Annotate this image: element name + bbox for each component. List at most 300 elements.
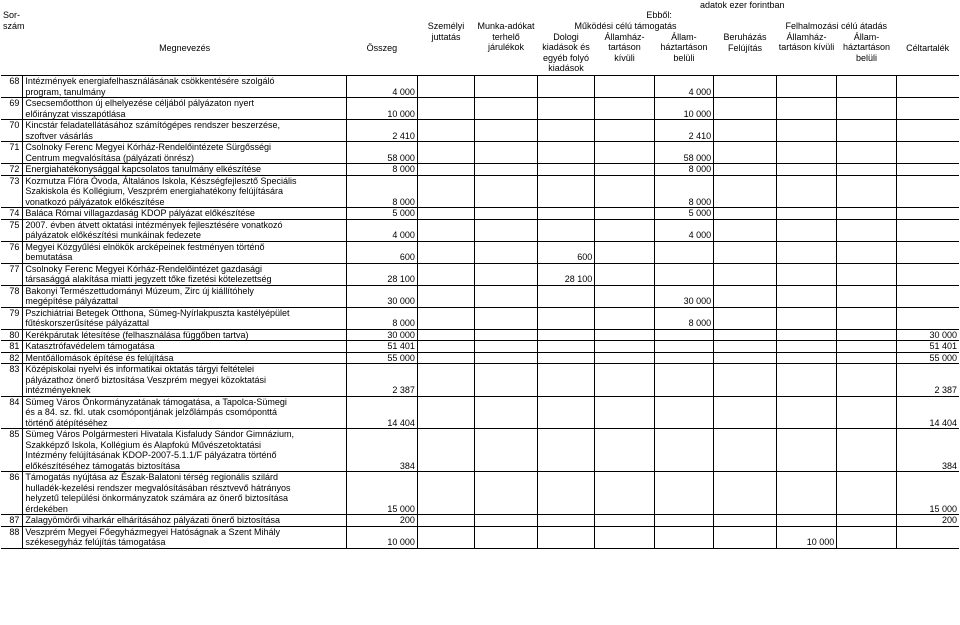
row-number: 84 xyxy=(1,396,23,429)
row-number: 75 xyxy=(1,219,23,241)
empty-cell xyxy=(417,472,474,515)
row-number: 85 xyxy=(1,429,23,472)
cell-celtartalek xyxy=(896,208,959,220)
empty-cell xyxy=(475,76,538,98)
cell-dologi xyxy=(537,329,594,341)
row-description xyxy=(23,472,346,515)
row-description xyxy=(23,307,346,329)
cell-beruhazas xyxy=(714,396,777,429)
table-row xyxy=(1,329,959,341)
row-number: 74 xyxy=(1,208,23,220)
table-row xyxy=(1,208,959,220)
empty-cell xyxy=(475,526,538,548)
row-description xyxy=(23,341,346,353)
cell-celtartalek: 30 000 xyxy=(896,329,959,341)
description-line: Csolnoky Ferenc Megyei Kórház-Rendelőintézete Sürgősségi xyxy=(25,142,272,152)
empty-cell xyxy=(417,352,474,364)
empty-cell xyxy=(595,472,654,515)
empty-cell xyxy=(475,396,538,429)
cell-beruhazas xyxy=(714,208,777,220)
cell-osszeg: 2 387 xyxy=(346,364,417,397)
cell-dologi xyxy=(537,352,594,364)
description-line: helyzetű települési önkormányzatok számára az önerő biztosítása xyxy=(25,493,289,503)
empty-cell xyxy=(595,364,654,397)
table-row xyxy=(1,175,959,208)
empty-cell xyxy=(475,120,538,142)
table-row xyxy=(1,364,959,397)
description-line: 2007. évben átvett oktatási intézmények fejlesztésére vonatkozó xyxy=(25,219,283,230)
row-number: 77 xyxy=(1,263,23,285)
description-line: Energiahatékonysággal kapcsolatos tanulmány elkészítése xyxy=(25,164,262,174)
description-line: társasággá alakítása miatti jegyzett tőke fizetési kötelezettség xyxy=(25,274,272,284)
empty-cell xyxy=(475,364,538,397)
description-line: Veszprém Megyei Főegyházmegyei Hatóságnak a Szent Mihály xyxy=(25,526,281,537)
empty-cell xyxy=(417,364,474,397)
empty-cell xyxy=(417,76,474,98)
header-m-allamhaz-kivuli: Államház-tartáson kívüli xyxy=(604,31,645,63)
row-number: 71 xyxy=(1,142,23,164)
cell-m-beluli xyxy=(654,364,713,397)
description-line: Intézmény felújításának KDOP-2007-5.1.1/F pályázatra történő xyxy=(25,450,277,460)
cell-beruhazas xyxy=(714,142,777,164)
empty-cell xyxy=(475,352,538,364)
cell-dologi xyxy=(537,208,594,220)
cell-f-kivuli xyxy=(776,364,837,397)
cell-m-beluli: 2 410 xyxy=(654,120,713,142)
cell-osszeg: 8 000 xyxy=(346,164,417,176)
cell-beruhazas xyxy=(714,164,777,176)
cell-osszeg: 4 000 xyxy=(346,76,417,98)
cell-celtartalek xyxy=(896,120,959,142)
cell-f-kivuli xyxy=(776,219,837,241)
empty-cell xyxy=(475,142,538,164)
cell-dologi xyxy=(537,120,594,142)
empty-cell xyxy=(417,241,474,263)
header-f-allamhaz-kivuli: Államház-tartáson kívüli xyxy=(778,31,835,52)
table-row xyxy=(1,120,959,142)
row-description xyxy=(23,329,346,341)
row-number: 70 xyxy=(1,120,23,142)
cell-f-beluli xyxy=(837,263,896,285)
cell-dologi: 600 xyxy=(537,241,594,263)
table-row xyxy=(1,98,959,120)
table-header xyxy=(1,10,959,76)
row-description xyxy=(23,219,346,241)
cell-osszeg: 30 000 xyxy=(346,329,417,341)
row-description xyxy=(23,208,346,220)
cell-f-kivuli xyxy=(776,329,837,341)
cell-celtartalek xyxy=(896,76,959,98)
empty-cell xyxy=(417,285,474,307)
cell-beruhazas xyxy=(714,76,777,98)
table-row xyxy=(1,285,959,307)
cell-f-beluli xyxy=(837,142,896,164)
empty-cell xyxy=(595,175,654,208)
row-description xyxy=(23,352,346,364)
cell-celtartalek: 200 xyxy=(896,515,959,527)
description-line: pályázatok előkészítési munkáinak fedezete xyxy=(25,230,202,240)
cell-beruhazas xyxy=(714,352,777,364)
header-sorszam-2: szám xyxy=(3,21,25,31)
cell-m-beluli: 4 000 xyxy=(654,219,713,241)
description-line: történő átépítéséhez xyxy=(25,417,108,428)
cell-celtartalek: 51 401 xyxy=(896,341,959,353)
cell-celtartalek xyxy=(896,241,959,263)
description-line: Megyei Közgyűlési elnökök arcképeinek festményen történő xyxy=(25,241,265,252)
header-dologi: Dologi kiadások és egyéb folyó kiadások xyxy=(542,31,590,73)
cell-dologi xyxy=(537,364,594,397)
empty-cell xyxy=(475,515,538,527)
empty-cell xyxy=(417,307,474,329)
cell-m-beluli: 8 000 xyxy=(654,307,713,329)
cell-m-beluli: 4 000 xyxy=(654,76,713,98)
empty-cell xyxy=(475,208,538,220)
cell-m-beluli xyxy=(654,396,713,429)
empty-cell xyxy=(475,98,538,120)
empty-cell xyxy=(417,515,474,527)
cell-f-kivuli xyxy=(776,515,837,527)
cell-dologi xyxy=(537,472,594,515)
cell-f-beluli xyxy=(837,515,896,527)
empty-cell xyxy=(595,208,654,220)
row-number: 83 xyxy=(1,364,23,397)
cell-m-beluli: 30 000 xyxy=(654,285,713,307)
cell-dologi xyxy=(537,285,594,307)
table-row xyxy=(1,515,959,527)
cell-celtartalek: 15 000 xyxy=(896,472,959,515)
cell-beruhazas xyxy=(714,263,777,285)
cell-m-beluli xyxy=(654,341,713,353)
cell-dologi xyxy=(537,396,594,429)
cell-osszeg: 5 000 xyxy=(346,208,417,220)
cell-f-beluli xyxy=(837,526,896,548)
cell-f-kivuli xyxy=(776,396,837,429)
table-row xyxy=(1,241,959,263)
cell-dologi xyxy=(537,98,594,120)
empty-cell xyxy=(475,263,538,285)
header-ebbol: Ebből: xyxy=(646,10,672,20)
cell-osszeg: 10 000 xyxy=(346,526,417,548)
cell-f-kivuli xyxy=(776,98,837,120)
row-description xyxy=(23,76,346,98)
table-row xyxy=(1,472,959,515)
row-number: 68 xyxy=(1,76,23,98)
empty-cell xyxy=(417,164,474,176)
empty-cell xyxy=(595,142,654,164)
description-line: fűtéskorszerűsítése pályázattal xyxy=(25,318,149,328)
description-line: Középiskolai nyelvi és informatikai oktatás tárgyi feltételei xyxy=(25,364,255,374)
empty-cell xyxy=(417,429,474,472)
empty-cell xyxy=(595,120,654,142)
row-number: 69 xyxy=(1,98,23,120)
description-line: Sümeg Város Önkormányzatának támogatása, a Tapolca-Sümegi xyxy=(25,396,287,407)
cell-f-kivuli xyxy=(776,120,837,142)
table-row xyxy=(1,307,959,329)
cell-osszeg: 15 000 xyxy=(346,472,417,515)
cell-f-beluli xyxy=(837,120,896,142)
cell-osszeg: 200 xyxy=(346,515,417,527)
cell-beruhazas xyxy=(714,98,777,120)
cell-f-kivuli xyxy=(776,241,837,263)
cell-dologi xyxy=(537,307,594,329)
description-line: Pszichiátriai Betegek Otthona, Sümeg-Nyírlakpuszta kastélyépület xyxy=(25,307,290,318)
description-line: Centrum megvalósítása (pályázati önrész) xyxy=(25,152,194,163)
row-number: 76 xyxy=(1,241,23,263)
cell-m-beluli xyxy=(654,352,713,364)
cell-dologi: 28 100 xyxy=(537,263,594,285)
row-number: 87 xyxy=(1,515,23,527)
cell-osszeg: 2 410 xyxy=(346,120,417,142)
cell-m-beluli: 5 000 xyxy=(654,208,713,220)
empty-cell xyxy=(417,396,474,429)
table-row xyxy=(1,142,959,164)
empty-cell xyxy=(475,175,538,208)
cell-f-kivuli xyxy=(776,285,837,307)
cell-celtartalek: 384 xyxy=(896,429,959,472)
row-description xyxy=(23,515,346,527)
cell-f-beluli xyxy=(837,472,896,515)
empty-cell xyxy=(595,329,654,341)
description-line: Szakiskola és Kollégium, Veszprém energiahatékony felújítására xyxy=(25,186,284,196)
cell-m-beluli xyxy=(654,472,713,515)
cell-osszeg: 10 000 xyxy=(346,98,417,120)
cell-celtartalek xyxy=(896,263,959,285)
empty-cell xyxy=(475,341,538,353)
description-line: megépítése pályázattal xyxy=(25,296,118,306)
row-number: 80 xyxy=(1,329,23,341)
cell-beruhazas xyxy=(714,515,777,527)
cell-f-beluli xyxy=(837,164,896,176)
description-line: Mentőállomások építése és felújítása xyxy=(25,352,174,363)
description-line: előirányzat visszapótlása xyxy=(25,108,126,119)
cell-dologi xyxy=(537,429,594,472)
cell-celtartalek xyxy=(896,142,959,164)
cell-m-beluli: 8 000 xyxy=(654,175,713,208)
table-row xyxy=(1,429,959,472)
empty-cell xyxy=(595,352,654,364)
row-description xyxy=(23,285,346,307)
cell-beruhazas xyxy=(714,219,777,241)
cell-f-beluli xyxy=(837,98,896,120)
cell-f-kivuli xyxy=(776,263,837,285)
empty-cell xyxy=(595,307,654,329)
description-line: Kerékpárutak létesítése (felhasználása függőben tartva) xyxy=(25,329,249,340)
cell-m-beluli: 58 000 xyxy=(654,142,713,164)
description-line: Katasztrófavédelem támogatása xyxy=(25,341,155,351)
header-szemelyi: Személyi juttatás xyxy=(427,21,465,42)
description-line: Támogatás nyújtása az Észak-Balatoni térség regionális szilárd xyxy=(25,472,279,482)
cell-osszeg: 8 000 xyxy=(346,307,417,329)
cell-f-kivuli xyxy=(776,164,837,176)
cell-f-kivuli xyxy=(776,472,837,515)
cell-m-beluli: 8 000 xyxy=(654,164,713,176)
empty-cell xyxy=(417,329,474,341)
cell-beruhazas xyxy=(714,364,777,397)
header-osszeg: Összeg xyxy=(366,42,398,53)
header-mukodesi-group: Működési célú támogatás xyxy=(574,21,677,31)
cell-m-beluli xyxy=(654,329,713,341)
description-line: érdekében xyxy=(25,503,68,514)
cell-osszeg: 28 100 xyxy=(346,263,417,285)
empty-cell xyxy=(595,341,654,353)
header-beruhazas: Beruházás Felújítás xyxy=(723,32,767,53)
empty-cell xyxy=(475,429,538,472)
cell-f-beluli xyxy=(837,241,896,263)
cell-celtartalek xyxy=(896,526,959,548)
row-description xyxy=(23,396,346,429)
cell-beruhazas xyxy=(714,175,777,208)
cell-f-beluli xyxy=(837,364,896,397)
description-line: előkészítéséhez támogatás biztosítása xyxy=(25,460,180,471)
description-line: Kincstár feladatellátásához számítógépes rendszer beszerzése, xyxy=(25,120,281,130)
row-number: 86 xyxy=(1,472,23,515)
table-body xyxy=(1,76,959,549)
description-line: Sümeg Város Polgármesteri Hivatala Kisfaludy Sándor Gimnázium, xyxy=(25,429,295,439)
empty-cell xyxy=(475,164,538,176)
row-number: 72 xyxy=(1,164,23,176)
cell-osszeg: 4 000 xyxy=(346,219,417,241)
description-line: Kozmutza Flóra Óvoda, Általános Iskola, Készségfejlesztő Speciális xyxy=(25,175,297,186)
cell-celtartalek: 55 000 xyxy=(896,352,959,364)
row-number: 82 xyxy=(1,352,23,364)
cell-f-kivuli xyxy=(776,341,837,353)
empty-cell xyxy=(417,142,474,164)
cell-dologi xyxy=(537,175,594,208)
description-line: hulladék-kezelési rendszer megvalósításában résztvevő hátrányos xyxy=(25,482,291,493)
cell-celtartalek xyxy=(896,164,959,176)
description-line: Bakonyi Természettudományi Múzeum, Zirc új kiállítóhely xyxy=(25,285,254,296)
cell-m-beluli xyxy=(654,263,713,285)
empty-cell xyxy=(595,526,654,548)
cell-f-kivuli xyxy=(776,429,837,472)
cell-f-beluli xyxy=(837,76,896,98)
row-description xyxy=(23,429,346,472)
empty-cell xyxy=(417,219,474,241)
header-megnevezes: Megnevezés xyxy=(159,42,211,53)
cell-f-kivuli xyxy=(776,208,837,220)
description-line: program, tanulmány xyxy=(25,86,106,97)
table-row xyxy=(1,219,959,241)
header-munkaado: Munka-adókat terhelő járulékok xyxy=(477,21,535,52)
cell-celtartalek xyxy=(896,98,959,120)
empty-cell xyxy=(475,472,538,515)
description-line: Csolnoky Ferenc Megyei Kórház-Rendelőintézet gazdasági xyxy=(25,263,263,274)
description-line: és a 84. sz. fkl. utak csomópontjának jelzőlámpás csomóponttá xyxy=(25,407,278,417)
cell-f-kivuli xyxy=(776,76,837,98)
description-line: székesegyház felújítás támogatása xyxy=(25,537,166,547)
cell-f-kivuli xyxy=(776,307,837,329)
cell-m-beluli xyxy=(654,515,713,527)
cell-f-beluli xyxy=(837,208,896,220)
cell-osszeg: 8 000 xyxy=(346,175,417,208)
cell-beruhazas xyxy=(714,429,777,472)
header-sorszam-1: Sor- xyxy=(3,10,21,20)
description-line: szoftver vásárlás xyxy=(25,130,93,141)
cell-f-beluli xyxy=(837,396,896,429)
description-line: Baláca Római villagazdaság KDOP pályázat előkészítése xyxy=(25,208,255,218)
cell-celtartalek xyxy=(896,219,959,241)
cell-beruhazas xyxy=(714,307,777,329)
table-row xyxy=(1,341,959,353)
cell-beruhazas xyxy=(714,329,777,341)
cell-m-beluli xyxy=(654,526,713,548)
table-row xyxy=(1,76,959,98)
empty-cell xyxy=(595,396,654,429)
empty-cell xyxy=(595,263,654,285)
row-number: 78 xyxy=(1,285,23,307)
cell-osszeg: 600 xyxy=(346,241,417,263)
empty-cell xyxy=(475,219,538,241)
row-description xyxy=(23,120,346,142)
cell-dologi xyxy=(537,341,594,353)
row-number: 73 xyxy=(1,175,23,208)
cell-f-beluli xyxy=(837,307,896,329)
cell-celtartalek xyxy=(896,307,959,329)
cell-celtartalek: 2 387 xyxy=(896,364,959,397)
empty-cell xyxy=(417,175,474,208)
empty-cell xyxy=(595,98,654,120)
description-line: intézményeknek xyxy=(25,385,91,395)
cell-osszeg: 30 000 xyxy=(346,285,417,307)
table-row xyxy=(1,352,959,364)
empty-cell xyxy=(417,263,474,285)
cell-f-beluli xyxy=(837,329,896,341)
cell-f-kivuli xyxy=(776,352,837,364)
cell-beruhazas xyxy=(714,241,777,263)
cell-m-beluli xyxy=(654,241,713,263)
description-line: bemutatása xyxy=(25,252,73,262)
empty-cell xyxy=(595,285,654,307)
description-line: pályázathoz önerő biztosítása Veszprém megyei közoktatási xyxy=(25,374,267,385)
cell-celtartalek: 14 404 xyxy=(896,396,959,429)
description-line: Szakképző Iskola, Kollégium és Alapfokú Művészetoktatási xyxy=(25,439,262,450)
cell-f-kivuli xyxy=(776,142,837,164)
empty-cell xyxy=(595,164,654,176)
description-line: Csecsemőotthon új elhelyezése céljából pályázaton nyert xyxy=(25,98,255,108)
empty-cell xyxy=(595,515,654,527)
cell-beruhazas xyxy=(714,341,777,353)
cell-osszeg: 51 401 xyxy=(346,341,417,353)
cell-f-beluli xyxy=(837,429,896,472)
table-row xyxy=(1,526,959,548)
description-line: vonatkozó pályázatok előkészítése xyxy=(25,196,165,207)
empty-cell xyxy=(417,341,474,353)
cell-dologi xyxy=(537,142,594,164)
table-row xyxy=(1,263,959,285)
row-number: 88 xyxy=(1,526,23,548)
empty-cell xyxy=(417,120,474,142)
cell-osszeg: 55 000 xyxy=(346,352,417,364)
cell-beruhazas xyxy=(714,285,777,307)
row-description xyxy=(23,142,346,164)
header-felhalmozasi-group: Felhalmozási célú átadás xyxy=(785,21,888,31)
cell-beruhazas xyxy=(714,472,777,515)
empty-cell xyxy=(417,98,474,120)
cell-celtartalek xyxy=(896,175,959,208)
cell-celtartalek xyxy=(896,285,959,307)
row-description xyxy=(23,263,346,285)
header-m-allamhaz-beluli: Állam-háztartáson belüli xyxy=(660,31,708,63)
empty-cell xyxy=(475,307,538,329)
row-description xyxy=(23,98,346,120)
cell-dologi xyxy=(537,526,594,548)
empty-cell xyxy=(475,285,538,307)
table-row xyxy=(1,396,959,429)
empty-cell xyxy=(475,241,538,263)
empty-cell xyxy=(417,526,474,548)
budget-table xyxy=(1,10,959,549)
cell-dologi xyxy=(537,164,594,176)
